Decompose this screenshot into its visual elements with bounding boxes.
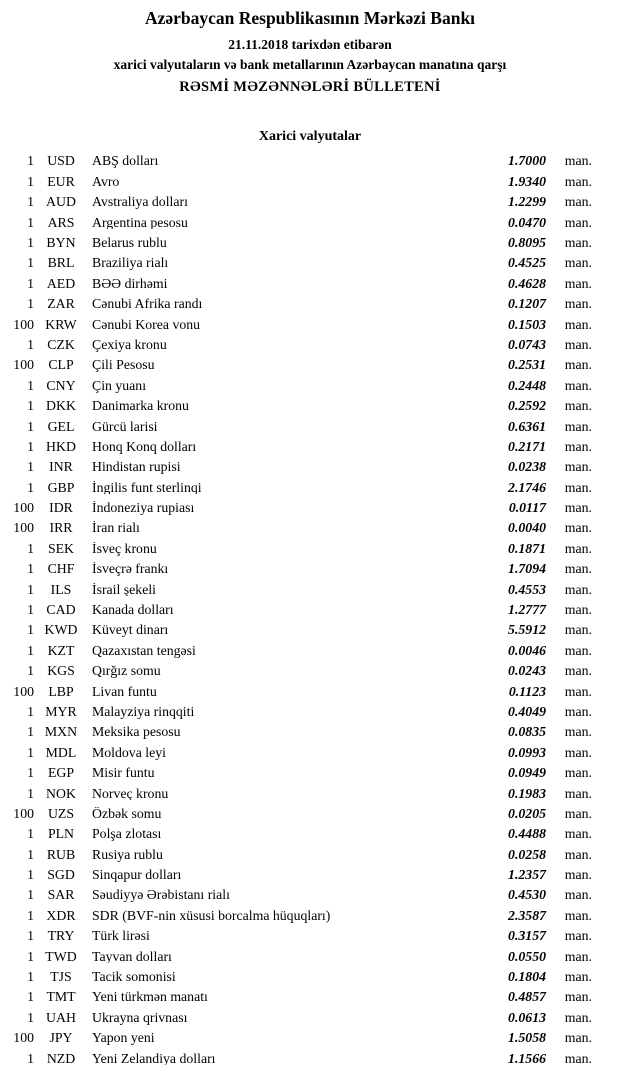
currency-code: KZT: [47, 642, 75, 658]
currency-name: Moldova leyi: [92, 745, 166, 760]
currency-name: Yeni Zelandiya dolları: [92, 1051, 216, 1066]
exchange-rate-value: 0.0613: [508, 1009, 546, 1025]
unit-label: man.: [564, 194, 592, 210]
currency-code: TRY: [47, 928, 75, 944]
quantity-value: 1: [27, 418, 34, 434]
exchange-rate-value: 2.3587: [508, 907, 546, 923]
currency-name: Misir funtu: [92, 766, 155, 780]
page-title: Azərbaycan Respublikasının Mərkəzi Bankı: [144, 8, 476, 28]
exchange-rate-value: 0.0949: [508, 765, 546, 781]
currency-name: İran rialı: [92, 521, 140, 536]
exchange-rate-value: 2.1746: [508, 479, 546, 495]
unit-label: man.: [564, 744, 592, 760]
currency-name: Hindistan rupisi: [92, 460, 181, 475]
table-row: [8, 477, 592, 497]
quantity-value: 100: [13, 805, 34, 821]
exchange-rate-value: 0.0835: [508, 724, 546, 740]
quantity-value: 100: [13, 357, 34, 373]
table-row: [8, 559, 592, 579]
exchange-rate-value: 1.2357: [508, 867, 546, 883]
exchange-rate-value: 0.4530: [508, 887, 546, 903]
table-row: [8, 314, 592, 334]
unit-label: man.: [564, 275, 592, 291]
quantity-value: 1: [27, 194, 34, 210]
quantity-value: 1: [27, 948, 34, 964]
unit-label: man.: [564, 1009, 592, 1025]
currency-name: Yapon yeni: [92, 1031, 155, 1046]
quantity-value: 1: [27, 153, 34, 169]
currency-name: Malayziya rinqqiti: [92, 704, 195, 719]
table-row: [8, 233, 592, 253]
table-row: [8, 375, 592, 395]
unit-label: man.: [564, 520, 592, 536]
currency-code: NOK: [46, 785, 76, 801]
currency-name: Livan funtu: [92, 684, 157, 699]
quantity-value: 1: [27, 234, 34, 250]
currency-code: CLP: [48, 357, 74, 373]
unit-label: man.: [564, 214, 592, 230]
unit-label: man.: [564, 622, 592, 638]
table-row: [8, 946, 592, 966]
exchange-rate-value: 0.0243: [508, 663, 546, 679]
currency-code: PLN: [47, 826, 75, 842]
currency-code: MDL: [45, 744, 77, 760]
quantity-value: 1: [27, 214, 34, 230]
quantity-value: 1: [27, 989, 34, 1005]
quantity-value: 1: [27, 887, 34, 903]
table-row: [8, 702, 592, 722]
unit-label: man.: [564, 296, 592, 312]
table-row: [8, 1028, 592, 1048]
quantity-value: 1: [27, 703, 34, 719]
exchange-rate-value: 0.1804: [508, 969, 546, 985]
currency-code: EUR: [47, 173, 75, 189]
quantity-value: 100: [13, 683, 34, 699]
table-row: [8, 396, 592, 416]
unit-label: man.: [564, 867, 592, 883]
currency-name: ABŞ dolları: [92, 154, 159, 169]
currency-name: Yeni türkmən manatı: [92, 990, 208, 1005]
unit-label: man.: [564, 398, 592, 414]
currency-name: Danimarka kronu: [92, 399, 189, 413]
table-row: [8, 641, 592, 661]
table-row: [8, 273, 592, 293]
table-row: [8, 437, 592, 457]
currency-code: AED: [46, 275, 76, 291]
currency-name: Gürcü larisi: [92, 419, 158, 434]
currency-name: Polşa zlotası: [92, 827, 162, 842]
quantity-value: 100: [13, 520, 34, 536]
quantity-value: 1: [27, 438, 34, 454]
unit-label: man.: [564, 357, 592, 373]
unit-label: man.: [564, 234, 592, 250]
currency-name: İndoneziya rupiası: [92, 501, 195, 515]
exchange-rate-value: 0.0258: [508, 846, 546, 862]
unit-label: man.: [564, 459, 592, 475]
currency-code: TJS: [50, 969, 72, 985]
quantity-value: 1: [27, 479, 34, 495]
quantity-value: 1: [27, 846, 34, 862]
currency-name: İsveç kronu: [92, 541, 157, 556]
exchange-rate-value: 0.0046: [508, 642, 546, 658]
unit-label: man.: [564, 418, 592, 434]
currency-code: SEK: [47, 540, 75, 556]
unit-label: man.: [564, 602, 592, 618]
bulletin-date: 21.11.2018 tarixdən etibarən: [228, 37, 392, 53]
currency-code: GEL: [47, 418, 75, 434]
unit-label: man.: [564, 683, 592, 699]
unit-label: man.: [564, 540, 592, 556]
currency-name: Özbək somu: [92, 806, 162, 821]
unit-label: man.: [564, 969, 592, 985]
table-row: [8, 192, 592, 212]
exchange-rate-value: 0.6361: [508, 418, 546, 434]
currency-code: CAD: [46, 602, 76, 618]
quantity-value: 100: [13, 1030, 34, 1046]
quantity-value: 1: [27, 561, 34, 577]
table-row: [8, 804, 592, 824]
currency-name: Tacik somonisi: [92, 970, 176, 984]
currency-name: Avstraliya dolları: [92, 195, 188, 209]
currency-code: CHF: [47, 561, 75, 577]
currency-name: Argentina pesosu: [92, 215, 188, 230]
currency-name: BƏƏ dirhəmi: [92, 276, 168, 291]
table-row: [8, 600, 592, 620]
exchange-rate-value: 0.4628: [508, 275, 546, 291]
exchange-rate-value: 1.2299: [508, 194, 546, 210]
unit-label: man.: [564, 255, 592, 271]
currency-code: AUD: [46, 194, 76, 210]
currency-name: Rusiya rublu: [92, 847, 163, 862]
currency-code: EGP: [47, 765, 75, 781]
unit-label: man.: [564, 438, 592, 454]
quantity-value: 1: [27, 969, 34, 985]
quantity-value: 1: [27, 622, 34, 638]
quantity-value: 1: [27, 867, 34, 883]
unit-label: man.: [564, 805, 592, 821]
table-row: [8, 539, 592, 559]
currency-code: ZAR: [47, 296, 75, 312]
unit-label: man.: [564, 173, 592, 189]
quantity-value: 1: [27, 173, 34, 189]
currency-code: GBP: [47, 479, 75, 495]
exchange-rate-value: 1.7000: [508, 153, 546, 169]
exchange-rate-value: 0.2448: [508, 377, 546, 393]
quantity-value: 1: [27, 275, 34, 291]
table-row: [8, 763, 592, 783]
unit-label: man.: [564, 785, 592, 801]
table-row: [8, 1008, 592, 1028]
table-row: [8, 212, 592, 232]
table-row: [8, 416, 592, 436]
table-row: [8, 355, 592, 375]
bulletin-title: RƏSMİ MƏZƏNNƏLƏRİ BÜLLETENİ: [179, 79, 441, 96]
unit-label: man.: [564, 153, 592, 169]
quantity-value: 100: [13, 316, 34, 332]
unit-label: man.: [564, 642, 592, 658]
exchange-rate-value: 1.7094: [508, 561, 546, 577]
exchange-rate-value: 0.4049: [508, 703, 546, 719]
currency-name: İsveçrə frankı: [92, 562, 169, 577]
currency-name: Cənubi Korea vonu: [92, 317, 201, 332]
table-row: [8, 865, 592, 885]
exchange-rate-value: 0.2531: [508, 357, 546, 373]
unit-label: man.: [564, 724, 592, 740]
currency-code: ARS: [47, 214, 75, 230]
table-row: [8, 335, 592, 355]
currency-code: KWD: [44, 622, 78, 638]
table-row: [8, 742, 592, 762]
currency-code: CZK: [47, 336, 75, 352]
currency-code: JPY: [49, 1030, 73, 1046]
unit-label: man.: [564, 561, 592, 577]
table-row: [8, 783, 592, 803]
table-row: [8, 967, 592, 987]
currency-code: UZS: [47, 805, 75, 821]
table-row: [8, 498, 592, 518]
exchange-rate-value: 0.1207: [508, 296, 546, 312]
currency-code: TMT: [46, 989, 76, 1005]
currency-name: Cənubi Afrika randı: [92, 297, 203, 311]
unit-label: man.: [564, 948, 592, 964]
quantity-value: 1: [27, 1009, 34, 1025]
currency-code: NZD: [46, 1050, 76, 1066]
exchange-rate-value: 0.1123: [508, 683, 546, 699]
currency-code: DKK: [46, 398, 76, 414]
currency-name: SDR (BVF-nin xüsusi borcalma hüquqları): [92, 908, 331, 923]
unit-label: man.: [564, 989, 592, 1005]
quantity-value: 1: [27, 928, 34, 944]
unit-label: man.: [564, 336, 592, 352]
exchange-rate-value: 0.0993: [508, 744, 546, 760]
currency-code: TWD: [45, 948, 77, 964]
currency-code: MYR: [45, 703, 77, 719]
quantity-value: 1: [27, 1050, 34, 1066]
table-row: [8, 987, 592, 1007]
exchange-rate-value: 0.1983: [508, 785, 546, 801]
currency-code: KGS: [47, 663, 75, 679]
unit-label: man.: [564, 907, 592, 923]
quantity-value: 1: [27, 602, 34, 618]
unit-label: man.: [564, 846, 592, 862]
currency-code: BRL: [47, 255, 75, 271]
quantity-value: 1: [27, 581, 34, 597]
quantity-value: 1: [27, 255, 34, 271]
table-row: [8, 1048, 592, 1068]
currency-name: Avro: [92, 174, 120, 189]
exchange-rate-value: 0.8095: [508, 234, 546, 250]
currency-name: Sinqapur dolları: [92, 868, 182, 882]
quantity-value: 1: [27, 459, 34, 475]
exchange-rate-value: 0.4857: [508, 989, 546, 1005]
quantity-value: 1: [27, 398, 34, 414]
currency-code: IRR: [49, 520, 73, 536]
unit-label: man.: [564, 500, 592, 516]
exchange-rate-value: 0.2592: [508, 398, 546, 414]
quantity-value: 1: [27, 296, 34, 312]
currency-code: BYN: [46, 234, 76, 250]
currency-name: Kanada dolları: [92, 603, 174, 617]
exchange-rate-value: 0.1871: [508, 540, 546, 556]
currency-name: Tayvan dolları: [92, 949, 172, 964]
currency-name: Meksika pesosu: [92, 725, 181, 740]
exchange-rate-value: 1.5058: [508, 1030, 546, 1046]
currency-name: Qazaxıstan tengəsi: [92, 643, 196, 658]
exchange-rate-value: 0.4553: [508, 581, 546, 597]
currency-name: Honq Konq dolları: [92, 439, 197, 454]
quantity-value: 1: [27, 377, 34, 393]
quantity-value: 1: [27, 785, 34, 801]
currency-code: RUB: [46, 846, 76, 862]
currency-name: Çexiya kronu: [92, 337, 167, 352]
currency-name: Çili Pesosu: [92, 358, 155, 373]
exchange-rate-value: 0.0117: [508, 500, 546, 516]
currency-code: SAR: [47, 887, 75, 903]
quantity-value: 100: [13, 500, 34, 516]
unit-label: man.: [564, 928, 592, 944]
table-row: [8, 844, 592, 864]
currency-code: UAH: [46, 1009, 76, 1025]
unit-label: man.: [564, 887, 592, 903]
table-row: [8, 518, 592, 538]
quantity-value: 1: [27, 907, 34, 923]
quantity-value: 1: [27, 663, 34, 679]
currency-name: İngilis funt sterlinqi: [92, 480, 202, 495]
table-row: [8, 661, 592, 681]
currency-code: SGD: [47, 867, 75, 883]
quantity-value: 1: [27, 642, 34, 658]
currency-code: USD: [47, 153, 75, 169]
exchange-rate-value: 0.0040: [508, 520, 546, 536]
currency-name: Belarus rublu: [92, 235, 167, 250]
exchange-rate-value: 0.4525: [508, 255, 546, 271]
exchange-rate-value: 0.0550: [508, 948, 546, 964]
unit-label: man.: [564, 1050, 592, 1066]
exchange-rate-value: 0.0743: [508, 336, 546, 352]
table-row: [8, 681, 592, 701]
currency-name: İsrail şekeli: [92, 582, 156, 597]
unit-label: man.: [564, 826, 592, 842]
currency-code: HKD: [46, 438, 76, 454]
table-row: [8, 620, 592, 640]
unit-label: man.: [564, 1030, 592, 1046]
exchange-rate-value: 1.9340: [508, 173, 546, 189]
table-row: [8, 253, 592, 273]
quantity-value: 1: [27, 540, 34, 556]
quantity-value: 1: [27, 826, 34, 842]
quantity-value: 1: [27, 744, 34, 760]
currency-code: LBP: [48, 683, 74, 699]
currency-code: IDR: [49, 500, 73, 516]
currency-name: Norveç kronu: [92, 786, 169, 801]
currency-code: CNY: [46, 377, 76, 393]
quantity-value: 1: [27, 765, 34, 781]
unit-label: man.: [564, 765, 592, 781]
unit-label: man.: [564, 377, 592, 393]
table-row: [8, 579, 592, 599]
currency-name: Türk lirəsi: [92, 929, 150, 944]
unit-label: man.: [564, 479, 592, 495]
exchange-rate-value: 0.0205: [508, 805, 546, 821]
exchange-rate-value: 0.0238: [508, 459, 546, 475]
table-row: [8, 824, 592, 844]
exchange-rate-value: 0.0470: [508, 214, 546, 230]
exchange-rate-value: 0.4488: [508, 826, 546, 842]
bulletin-scope: xarici valyutaların və bank metallarının Azərbaycan manatına qarşı: [113, 57, 507, 73]
unit-label: man.: [564, 663, 592, 679]
quantity-value: 1: [27, 724, 34, 740]
table-row: [8, 926, 592, 946]
exchange-rate-value: 0.2171: [508, 438, 546, 454]
table-row: [8, 722, 592, 742]
table-row: [8, 151, 592, 171]
table-row: [8, 172, 592, 192]
unit-label: man.: [564, 316, 592, 332]
currency-code: MXN: [44, 724, 78, 740]
currency-name: Küveyt dinarı: [92, 623, 169, 638]
currency-table: [0, 149, 620, 1069]
quantity-value: 1: [27, 336, 34, 352]
unit-label: man.: [564, 703, 592, 719]
currency-code: KRW: [45, 316, 77, 332]
table-row: [8, 457, 592, 477]
exchange-rate-value: 0.3157: [508, 928, 546, 944]
currency-code: XDR: [46, 907, 76, 923]
currency-code: ILS: [50, 581, 72, 597]
table-row: [8, 294, 592, 314]
exchange-rate-value: 1.1566: [508, 1050, 546, 1066]
table-row: [8, 906, 592, 926]
currency-name: Qırğız somu: [92, 664, 161, 678]
table-row: [8, 885, 592, 905]
currency-name: Səudiyyə Ərəbistanı rialı: [92, 888, 230, 903]
currency-name: Çin yuanı: [92, 378, 147, 393]
exchange-rate-value: 1.2777: [508, 602, 546, 618]
exchange-rate-value: 0.1503: [508, 316, 546, 332]
section-title: Xarici valyutalar: [258, 129, 362, 145]
exchange-rate-value: 5.5912: [508, 622, 546, 638]
currency-name: Braziliya rialı: [92, 256, 169, 271]
unit-label: man.: [564, 581, 592, 597]
currency-code: INR: [49, 459, 73, 475]
currency-name: Ukrayna qrivnası: [92, 1010, 188, 1025]
